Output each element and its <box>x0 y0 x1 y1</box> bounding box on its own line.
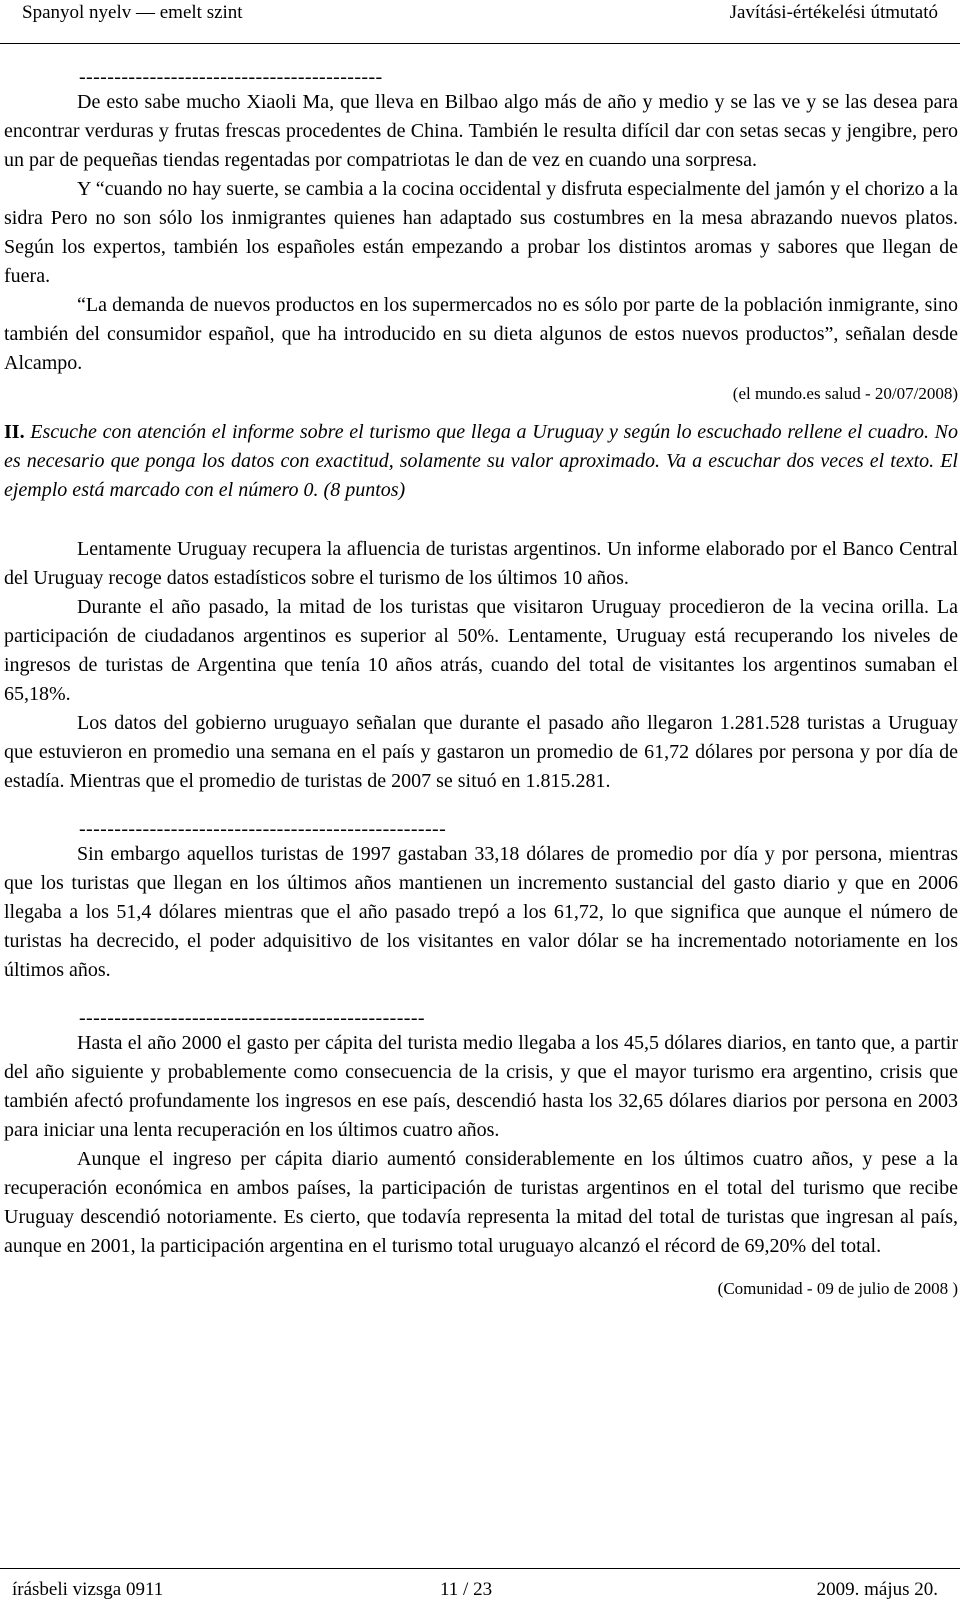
paragraph-cocina-occidental: Y “cuando no hay suerte, se cambia a la cocina occidental y disfruta especialmente del jamón y el chorizo a la sidra Pero no son sólo los inmigrantes quienes han adaptado sus costumbres en la mesa abrazando nuevos platos. Según los expertos, también los españoles están empezando a probar los distintos aromas y sabores que llegan de fuera. <box>4 178 958 287</box>
source-comunidad: (Comunidad - 09 de julio de 2008 ) <box>717 1279 958 1298</box>
paragraph-demanda-productos: “La demanda de nuevos productos en los supermercados no es sólo por parte de la población inmigrante, sino también del consumidor español, que ha introducido en su dieta algunos de estos nuevos productos”, señalan desde Alcampo. <box>4 294 958 374</box>
omission-dashes: ---------------------------------------------------- <box>79 818 447 840</box>
page-footer <box>0 1568 960 1609</box>
paragraph-lentamente-uruguay: Lentamente Uruguay recupera la afluencia de turistas argentinos. Un informe elaborado por el Banco Central del Uruguay recoge datos estadísticos sobre el turismo de los últimos 10 años. <box>4 538 958 589</box>
paragraph-turistas-1997: Sin embargo aquellos turistas de 1997 gastaban 33,18 dólares de promedio por día y por persona, mientras que los turistas que llegan en los últimos años mantienen un incremento sustancial del gasto diario y que en 2006 llegaba a los 51,4 dólares mientras que el año pasado trepó a los 61,72, lo que significa que aunque el número de turistas ha decrecido, el poder adquisitivo de los visitantes en valor dólar se ha incrementado notoriamente en los últimos años. <box>4 843 958 981</box>
omission-dashes: ------------------------------------------------- <box>79 1007 425 1029</box>
header-subject: Spanyol nyelv — emelt szint <box>22 2 243 23</box>
omission-dashes: ------------------------------------------- <box>79 66 383 88</box>
paragraph-ingreso-per-capita: Aunque el ingreso per cápita diario aumentó considerablemente en los últimos cuatro años, y pese a la recuperación económica en ambos países, la participación de turistas argentinos en el total del turismo que recibe Uruguay descendió notoriamente. Es cierto, que todavía representa la mitad del total de turistas que ingresan al país, aunque en 2001, la participación argentina en el turismo total uruguayo alcanzó el récord de 69,20% del total. <box>4 1148 958 1257</box>
source-el-mundo: (el mundo.es salud - 20/07/2008) <box>732 384 958 403</box>
task-instruction-text: Escuche con atención el informe sobre el turismo que llega a Uruguay y según lo escuchado rellene el cuadro. No es necesario que ponga los datos con exactitud, solamente su valor aproximado. Va a escuchar dos veces el texto. El ejemplo está marcado con el número 0. (8 puntos) <box>4 421 958 501</box>
paragraph-datos-gobierno: Los datos del gobierno uruguayo señalan que durante el pasado año llegaron 1.281.528 turistas a Uruguay que estuvieron en promedio una semana en el país y gastaron un promedio de 61,72 dólares por persona y por día de estadía. Mientras que el promedio de turistas de 2007 se situó en 1.815.281. <box>4 712 958 792</box>
task-number: II. <box>4 421 25 443</box>
footer-page-number: 11 / 23 <box>440 1579 493 1600</box>
paragraph-xiaoli-ma: De esto sabe mucho Xiaoli Ma, que lleva en Bilbao algo más de año y medio y se las ve y se las desea para encontrar verduras y frutas frescas procedentes de China. También le resulta difícil dar con setas secas y jengibre, pero un par de pequeñas tiendas regentadas por compatriotas le dan de vez en cuando una sorpresa. <box>4 91 958 171</box>
header-document-type: Javítási-értékelési útmutató <box>729 2 938 23</box>
page-header <box>0 0 960 44</box>
footer-date: 2009. május 20. <box>816 1579 938 1600</box>
task-instruction <box>4 418 958 505</box>
page-content <box>4 66 958 1305</box>
paragraph-ano-2000: Hasta el año 2000 el gasto per cápita del turista medio llegaba a los 45,5 dólares diarios, en tanto que, a partir del año siguiente y probablemente como consecuencia de la crisis, y que el mayor turismo era argentino, crisis que también afectó profundamente los ingresos en ese país, descendió hasta los 32,65 dólares diarios por persona en 2003 para iniciar una lenta recuperación en los últimos cuatro años. <box>4 1032 958 1141</box>
footer-exam-code: írásbeli vizsga 0911 <box>12 1579 164 1600</box>
paragraph-ano-pasado: Durante el año pasado, la mitad de los turistas que visitaron Uruguay procedieron de la vecina orilla. La participación de ciudadanos argentinos es superior al 50%. Lentamente, Uruguay está recuperando los niveles de ingresos de turistas de Argentina que tenía 10 años atrás, cuando del total de visitantes los argentinos sumaban el 65,18%. <box>4 596 958 705</box>
